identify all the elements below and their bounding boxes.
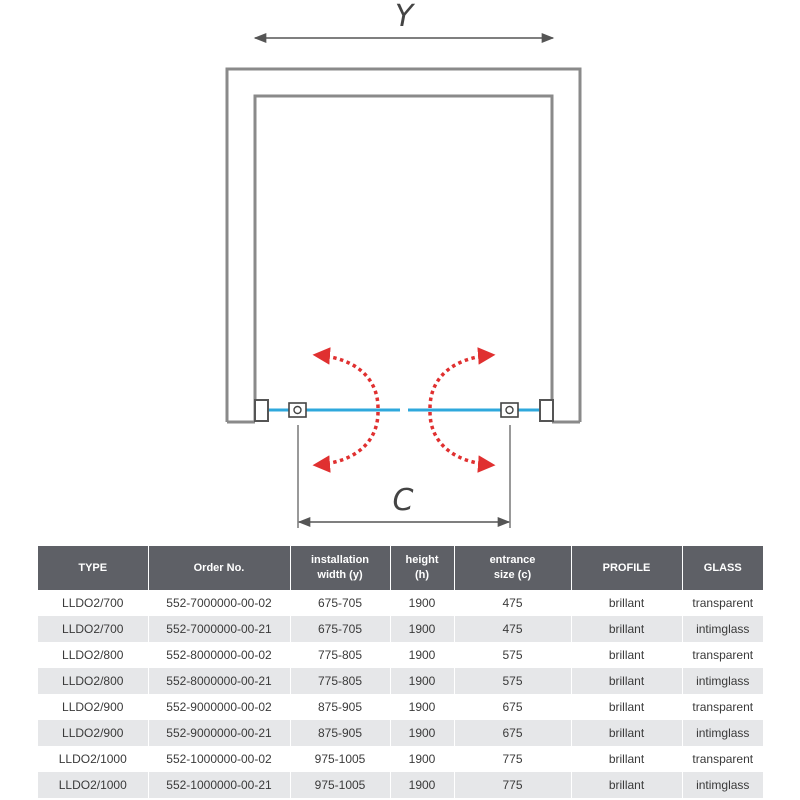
cell-type: LLDO2/900 — [62, 700, 124, 714]
width-dimension — [255, 0, 553, 38]
cell-entrance-size: 575 — [454, 642, 571, 668]
cell-order-no: 552-7000000-00-02 — [148, 590, 290, 616]
swing-arrow-left-inward — [316, 355, 378, 408]
swing-arrow-right-inward — [430, 355, 492, 408]
cell-type: LLDO2/700 — [62, 596, 124, 610]
table-row — [38, 694, 763, 720]
cell-installation-width: 875-905 — [290, 720, 390, 746]
cell-entrance-size: 675 — [454, 720, 571, 746]
column-header-text: width (y) — [317, 569, 363, 581]
cell-profile: brillant — [571, 720, 682, 746]
column-header-entrance-size — [454, 546, 571, 590]
cell-glass: intimglass — [682, 616, 763, 642]
cell-order-no: 552-8000000-00-21 — [148, 668, 290, 694]
cell-type: LLDO2/800 — [38, 668, 148, 694]
cell-profile: brillant — [571, 616, 682, 642]
cell-glass: transparent — [682, 590, 763, 616]
cell-height: 1900 — [390, 616, 454, 642]
cell-height: 1900 — [390, 772, 454, 798]
cell-profile: brillant — [571, 772, 682, 798]
cell-installation-width: 875-905 — [290, 694, 390, 720]
swing-arrow-left-outward — [316, 412, 378, 465]
table-row — [38, 616, 763, 642]
table-row — [38, 772, 763, 798]
inner-wall — [255, 96, 552, 422]
width-dimension-label: Y — [394, 0, 414, 34]
cell-profile: brillant — [571, 642, 682, 668]
wall-profile-right — [540, 400, 553, 421]
cell-order-no: 552-9000000-00-02 — [148, 694, 290, 720]
column-header-order-no — [148, 546, 290, 590]
cell-glass: transparent — [682, 746, 763, 772]
column-header-text: installation — [310, 554, 370, 566]
cell-order-no: 552-1000000-00-21 — [148, 772, 290, 798]
column-header-text: GLASS — [703, 561, 742, 574]
cell-entrance-size: 475 — [454, 616, 571, 642]
cell-entrance-size: 475 — [454, 590, 571, 616]
cell-height: 1900 — [390, 668, 454, 694]
cell-installation-width: 775-805 — [290, 668, 390, 694]
spec-table-header — [38, 546, 763, 590]
cell-glass: intimglass — [682, 772, 763, 798]
entrance-dimension-label: C — [392, 483, 414, 518]
entrance-dimension — [298, 425, 510, 528]
column-header-text: Order No. — [193, 561, 245, 574]
column-header-text: size (c) — [493, 569, 532, 581]
spec-table — [38, 546, 763, 798]
cell-order-no: 552-1000000-00-02 — [148, 746, 290, 772]
cell-order-no: 552-7000000-00-21 — [148, 616, 290, 642]
wall-outline — [227, 69, 580, 422]
table-row — [38, 746, 763, 772]
column-header-text: PROFILE — [602, 561, 651, 574]
column-header-text: TYPE — [78, 561, 108, 574]
cell-order-no: 552-8000000-00-02 — [148, 642, 290, 668]
table-row — [38, 720, 763, 746]
cell-type: LLDO2/700 — [38, 616, 148, 642]
cell-profile: brillant — [571, 694, 682, 720]
cell-height: 1900 — [390, 694, 454, 720]
table-row — [38, 668, 763, 694]
cell-installation-width: 675-705 — [290, 616, 390, 642]
cell-type: LLDO2/1000 — [58, 752, 127, 766]
column-header-installation-width — [290, 546, 390, 590]
column-header-text: height — [405, 554, 439, 566]
table-row — [38, 642, 763, 668]
column-header-glass — [682, 546, 763, 590]
cell-type: LLDO2/1000 — [38, 772, 148, 798]
cell-entrance-size: 575 — [454, 668, 571, 694]
spec-table-body — [38, 590, 763, 798]
hinge-left — [289, 403, 306, 417]
cell-profile: brillant — [571, 590, 682, 616]
wall-profile-left — [255, 400, 268, 421]
cell-profile: brillant — [571, 668, 682, 694]
cell-height: 1900 — [390, 720, 454, 746]
cell-installation-width: 975-1005 — [290, 772, 390, 798]
cell-glass: intimglass — [682, 668, 763, 694]
cell-glass: transparent — [682, 642, 763, 668]
cell-type: LLDO2/800 — [62, 648, 124, 662]
outer-wall — [227, 69, 580, 422]
cell-installation-width: 975-1005 — [290, 746, 390, 772]
cell-installation-width: 675-705 — [290, 590, 390, 616]
cell-height: 1900 — [390, 642, 454, 668]
swing-arrow-right-outward — [430, 412, 492, 465]
cell-order-no: 552-9000000-00-21 — [148, 720, 290, 746]
cell-entrance-size: 775 — [454, 746, 571, 772]
cell-glass: intimglass — [682, 720, 763, 746]
column-header-text: (h) — [414, 569, 430, 581]
table-row — [38, 590, 763, 616]
column-header-type — [38, 546, 148, 590]
cell-profile: brillant — [571, 746, 682, 772]
cell-installation-width: 775-805 — [290, 642, 390, 668]
cell-type: LLDO2/900 — [38, 720, 148, 746]
cell-height: 1900 — [390, 590, 454, 616]
column-header-profile — [571, 546, 682, 590]
hinge-right — [501, 403, 518, 417]
cell-glass: transparent — [682, 694, 763, 720]
cell-height: 1900 — [390, 746, 454, 772]
cell-entrance-size: 775 — [454, 772, 571, 798]
column-header-text: entrance — [489, 554, 536, 566]
cell-entrance-size: 675 — [454, 694, 571, 720]
column-header-height — [390, 546, 454, 590]
